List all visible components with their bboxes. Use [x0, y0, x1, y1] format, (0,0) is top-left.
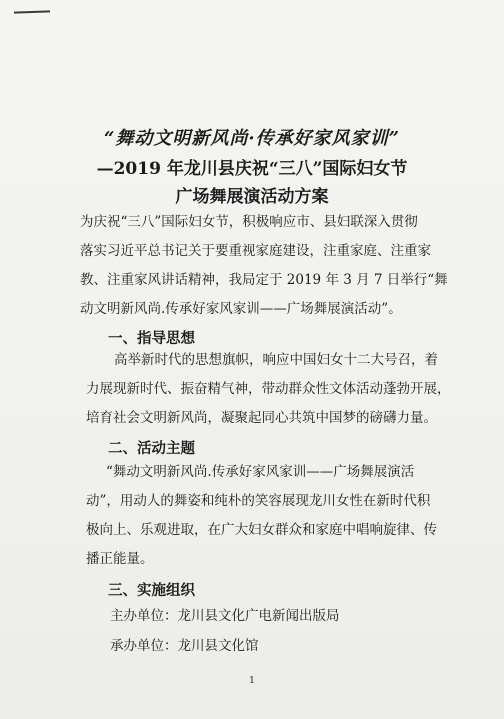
- section-2-line: 极向上、乐观进取，在广大妇女群众和家庭中唱响旋律、传: [86, 522, 437, 538]
- section-heading-2: 二、活动主题: [108, 440, 195, 457]
- section-2-line: “舞动文明新风尚.传承好家风家训——广场舞展演活: [106, 464, 415, 480]
- intro-line: 教、注重家风讲话精神，我局定于 2019 年 3 月 7 日举行“舞: [80, 272, 448, 288]
- undertaker-line: 承办单位：龙川县文化馆: [110, 638, 259, 654]
- page-number: 1: [249, 676, 255, 686]
- pen-mark: [14, 10, 50, 13]
- intro-line: 落实习近平总书记关于要重视家庭建设，注重家庭、注重家: [80, 243, 431, 259]
- section-1-line: 高举新时代的思想旗帜，响应中国妇女十二大号召，着: [114, 352, 438, 368]
- section-heading-3: 三、实施组织: [108, 582, 195, 599]
- organizer-line: 主办单位：龙川县文化广电新闻出版局: [110, 608, 340, 624]
- document-subtitle-2: 广场舞展演活动方案: [175, 187, 329, 207]
- section-2-paragraph: [86, 458, 476, 574]
- document-subtitle: —2019 年龙川县庆祝“三八”国际妇女节: [96, 159, 408, 179]
- intro-line: 为庆祝“三八”国际妇女节，积极响应市、县妇联深入贯彻: [80, 214, 418, 230]
- section-2-line: 动”，用动人的舞姿和纯朴的笑容展现龙川女性在新时代积: [86, 493, 431, 509]
- document-title: “舞动文明新风尚·传承好家风家训”: [104, 128, 400, 149]
- intro-line: 动文明新风尚.传承好家风家训——广场舞展演活动”。: [80, 301, 402, 317]
- section-1-line: 培育社会文明新风尚，凝聚起同心共筑中国梦的磅礴力量。: [86, 410, 437, 426]
- intro-paragraph: [80, 208, 480, 324]
- section-1-paragraph: [86, 346, 476, 433]
- section-2-line: 播正能量。: [86, 551, 154, 567]
- section-heading-1: 一、指导思想: [108, 330, 195, 347]
- section-1-line: 力展现新时代、振奋精气神，带动群众性文体活动蓬勃开展，: [86, 381, 451, 397]
